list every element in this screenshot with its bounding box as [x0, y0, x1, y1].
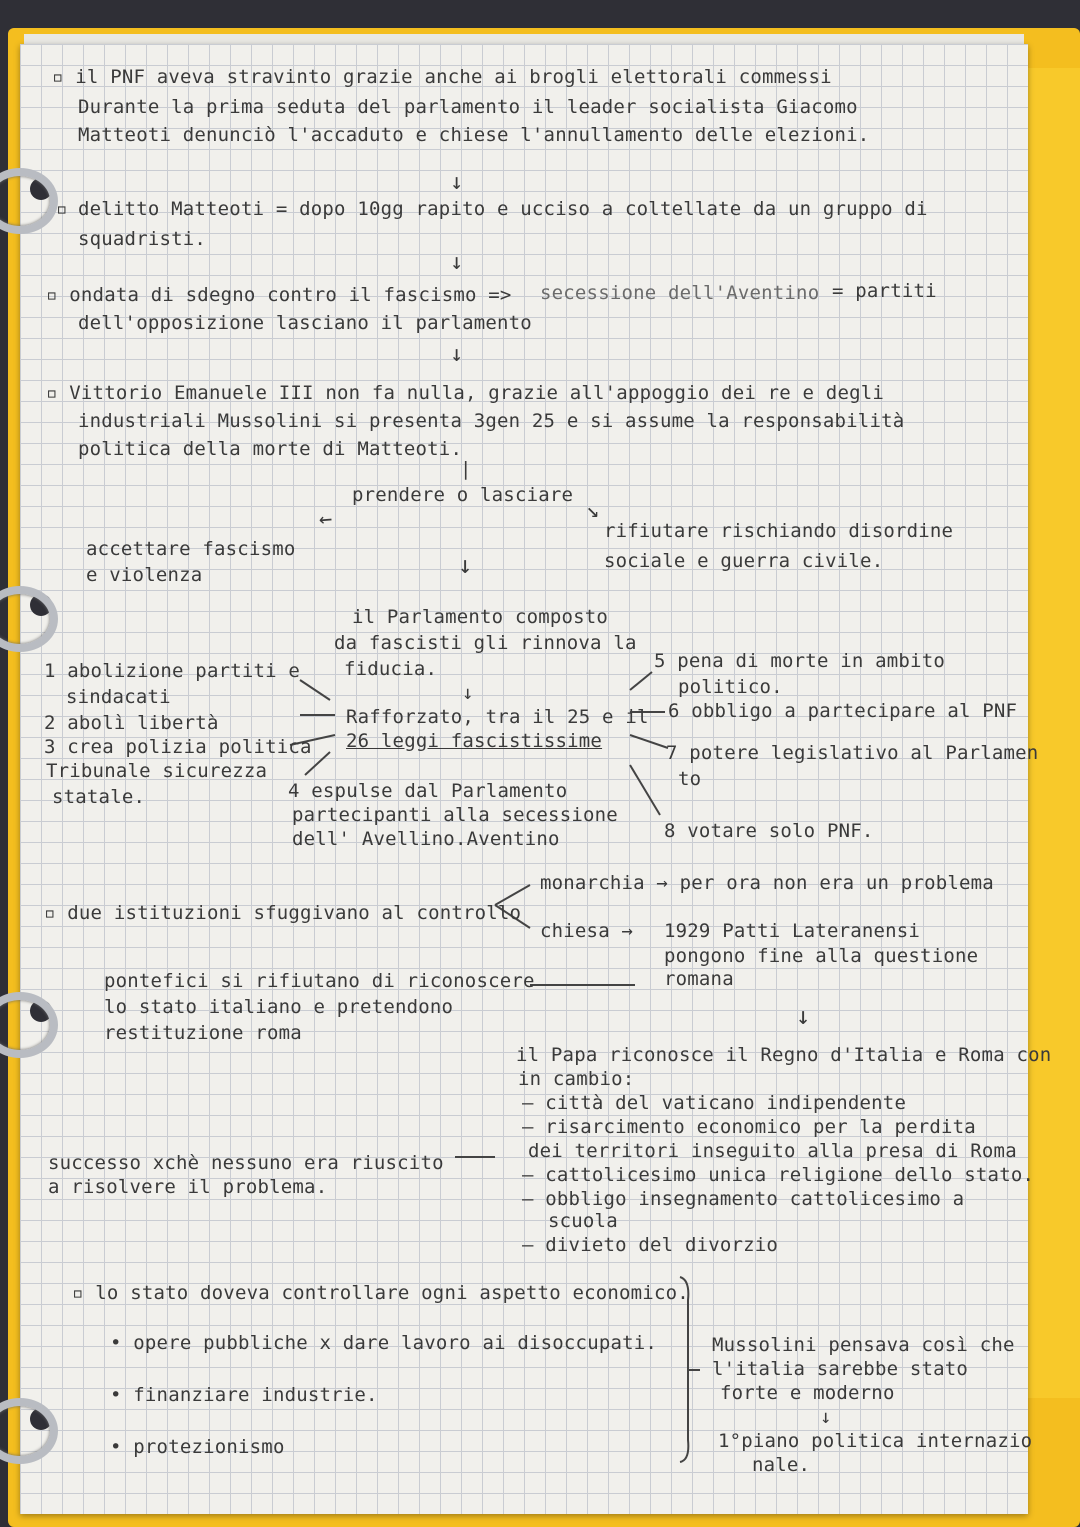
papa-item: – divieto del divorzio	[522, 1234, 779, 1256]
papa-item: – cattolicesimo unica religione dello stato.	[522, 1164, 1035, 1186]
mussolini-text: Mussolini pensava così che	[712, 1334, 1015, 1356]
law-item: 3 crea polizia politica	[44, 736, 312, 758]
left-option: accettare fascismo	[86, 538, 296, 560]
parliament-text: il Parlamento composto	[352, 606, 609, 628]
down-arrow-icon: ↓	[796, 1002, 811, 1030]
note-line: dell'opposizione lasciano il parlamento	[78, 312, 532, 334]
note-line: industriali Mussolini si presenta 3gen 25 e si assume la responsabilità	[78, 410, 905, 432]
papa-text: in cambio:	[518, 1068, 635, 1090]
law-item: Tribunale sicurezza	[46, 760, 268, 782]
reinforced-text: Rafforzato, tra il 25 e il	[346, 706, 649, 728]
brace	[680, 1277, 700, 1462]
economy-bullet: • opere pubbliche x dare lavoro ai disoccupati.	[110, 1332, 658, 1354]
law-item: sindacati	[66, 686, 171, 708]
right-option: sociale e guerra civile.	[604, 550, 884, 572]
law-item: 5 pena di morte in ambito	[654, 650, 945, 672]
connector-bar: |	[460, 458, 472, 480]
down-arrow-icon: ↓	[820, 1406, 832, 1428]
successo-text: successo xchè nessuno era riuscito	[48, 1152, 444, 1174]
papa-item: – obbligo insegnamento cattolicesimo a	[522, 1188, 965, 1210]
papa-text: il Papa riconosce il Regno d'Italia e Roma con	[516, 1044, 1052, 1066]
law-item: statale.	[52, 786, 146, 808]
down-arrow-icon: ↓	[450, 250, 464, 275]
law-item: 2 abolì libertà	[44, 712, 219, 734]
mussolini-text: l'italia sarebbe stato	[712, 1358, 969, 1380]
law-item: to	[678, 768, 702, 790]
successo-text: a risolvere il problema.	[48, 1176, 328, 1198]
stato-text: ▫ lo stato doveva controllare ogni aspetto economico.	[72, 1282, 689, 1304]
pontefici-text: lo stato italiano e pretendono	[104, 996, 454, 1018]
note-line: ▫ ondata di sdegno contro il fascismo =>	[46, 284, 512, 306]
pontefici-text: pontefici si rifiutano di riconoscere	[104, 970, 535, 992]
note-line: Durante la prima seduta del parlamento il leader socialista Giacomo	[78, 96, 858, 118]
law-item: 7 potere legislativo al Parlamen	[666, 742, 1039, 764]
law-item: 4 espulse dal Parlamento	[288, 780, 568, 802]
note-line: = partiti	[832, 280, 937, 302]
papa-item: scuola	[548, 1210, 618, 1232]
economy-bullet: • finanziare industrie.	[110, 1384, 378, 1406]
arrow-law5	[630, 672, 652, 690]
arrow-right-icon: ↘	[586, 498, 600, 523]
note-line: ▫ il PNF aveva stravinto grazie anche ai brogli elettorali commessi	[52, 66, 832, 88]
note-line: squadristi.	[78, 228, 207, 250]
patti-text: pongono fine alla questione	[664, 945, 979, 967]
monarchia-text: monarchia → per ora non era un problema	[540, 872, 994, 894]
choice-label: prendere o lasciare	[352, 484, 574, 506]
down-arrow-icon: ↓	[462, 682, 474, 704]
papa-item: – città del vaticano indipendente	[522, 1092, 907, 1114]
note-line: politica della morte di Matteoti.	[78, 438, 463, 460]
patti-text: 1929 Patti Lateranensi	[664, 920, 921, 942]
chiesa-text: chiesa →	[540, 920, 634, 942]
mussolini-text: nale.	[752, 1454, 811, 1476]
mussolini-text: forte e moderno	[720, 1382, 895, 1404]
arrow-law1	[300, 680, 330, 700]
leggi-fascistissime: 26 leggi fascistissime	[346, 730, 603, 752]
law-item: politico.	[678, 676, 783, 698]
economy-bullet: • protezionismo	[110, 1436, 285, 1458]
parliament-text: fiducia.	[344, 658, 438, 680]
down-arrow-icon: ↓	[458, 551, 473, 579]
down-arrow-icon: ↓	[450, 342, 464, 367]
law-item: partecipanti alla secessione	[292, 804, 618, 826]
highlight-text: secessione dell'Aventino	[540, 282, 820, 304]
note-line: delitto Matteoti = dopo 10gg rapito e ucciso a coltellate da un gruppo di	[78, 198, 928, 220]
pontefici-text: restituzione roma	[104, 1022, 302, 1044]
patti-text: romana	[664, 968, 734, 990]
right-option: rifiutare rischiando disordine	[604, 520, 954, 542]
law-item: 1 abolizione partiti e	[44, 660, 301, 682]
note-line: ▫ Vittorio Emanuele III non fa nulla, grazie all'appoggio dei re e degli	[46, 382, 885, 404]
arrow-law7	[630, 735, 668, 748]
arrow-law8	[630, 765, 660, 815]
note-line: Matteoti denunciò l'accaduto e chiese l'annullamento delle elezioni.	[78, 124, 870, 146]
checkbox-icon: ▫	[56, 198, 68, 220]
left-option: e violenza	[86, 564, 203, 586]
papa-item: dei territori inseguito alla presa di Roma	[528, 1140, 1017, 1162]
law-item: 8 votare solo PNF.	[664, 820, 874, 842]
parliament-text: da fascisti gli rinnova la	[334, 632, 637, 654]
arrow-left-icon: ↙	[313, 504, 341, 533]
down-arrow-icon: ↓	[450, 170, 464, 195]
institutions-text: ▫ due istituzioni sfuggivano al controllo	[44, 902, 522, 924]
papa-item: – risarcimento economico per la perdita	[522, 1116, 976, 1138]
law-item: 6 obbligo a partecipare al PNF	[668, 700, 1018, 722]
law-item: dell' Avellino.Aventino	[292, 828, 560, 850]
mussolini-text: 1°piano politica internazio	[718, 1430, 1033, 1452]
